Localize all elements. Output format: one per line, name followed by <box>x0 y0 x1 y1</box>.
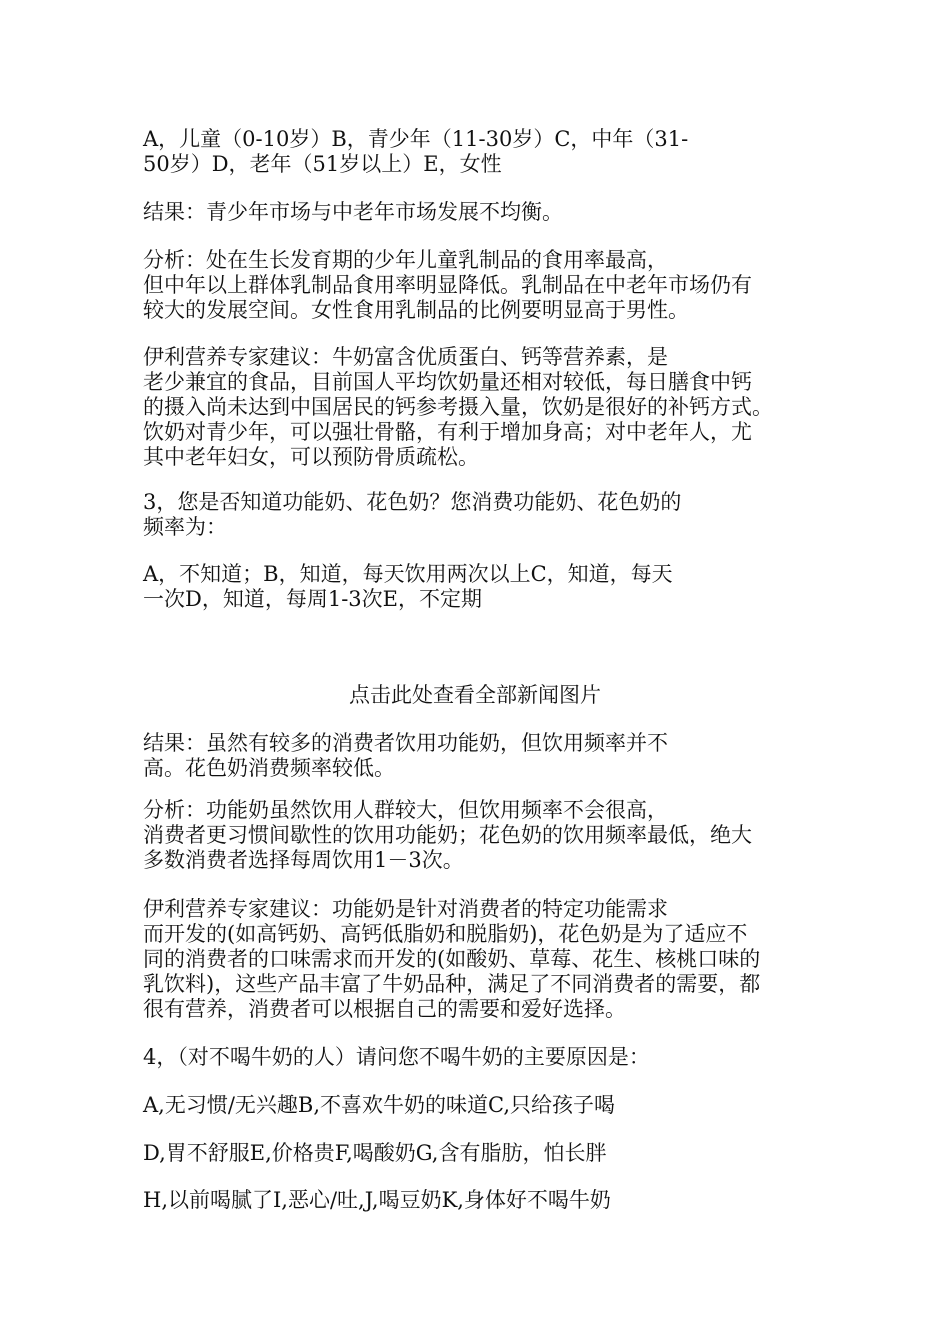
result-paragraph-1: 结果：青少年市场与中老年市场发展不均衡。 <box>143 200 563 224</box>
expert-advice-paragraph-1: 伊利营养专家建议：牛奶富含优质蛋白、钙等营养素，是 老少兼宜的食品，目前国人平均饮奶量还相对较低，每日膳食中钙 的摄入尚未达到中国居民的钙参考摄入量，饮奶是很好的补钙方式。 饮奶对青少年，可以强壮骨骼，有利于增加身高；对中老年人，尤 其中老年妇女，可以预防骨质疏松。 <box>143 345 773 469</box>
question-3-options-paragraph: A，不知道；B，知道，每天饮用两次以上C，知道，每天 一次D，知道，每周1-3次E，不定期 <box>143 562 673 611</box>
analysis-paragraph-2: 分析：功能奶虽然饮用人群较大，但饮用频率不会很高， 消费者更习惯间歇性的饮用功能奶；花色奶的饮用频率最低，绝大 多数消费者选择每周饮用1－3次。 <box>143 798 752 872</box>
question-4-paragraph: 4，（对不喝牛奶的人）请问您不喝牛奶的主要原因是： <box>143 1045 650 1069</box>
expert-advice-paragraph-2: 伊利营养专家建议：功能奶是针对消费者的特定功能需求 而开发的(如高钙奶、高钙低脂奶和脱脂奶)，花色奶是为了适应不 同的消费者的口味需求而开发的(如酸奶、草莓、花生、核桃口味的 乳饮料)，这些产品丰富了牛奶品种，满足了不同消费者的需要，都 很有营养，消费者可以根据自己的需要和爱好选择。 <box>143 897 761 1021</box>
question-4-options-line-1: A,无习惯/无兴趣B,不喜欢牛奶的味道C,只给孩子喝 <box>143 1093 616 1117</box>
view-all-news-images-link[interactable]: 点击此处查看全部新闻图片 <box>349 683 601 707</box>
result-paragraph-2: 结果：虽然有较多的消费者饮用功能奶，但饮用频率并不 高。花色奶消费频率较低。 <box>143 731 668 780</box>
question-3-paragraph: 3，您是否知道功能奶、花色奶？您消费功能奶、花色奶的 频率为： <box>143 490 682 539</box>
question-4-options-line-3: H,以前喝腻了I,恶心/吐,J,喝豆奶K,身体好不喝牛奶 <box>143 1188 611 1212</box>
question-4-options-line-2: D,胃不舒服E,价格贵F,喝酸奶G,含有脂肪，怕长胖 <box>143 1141 607 1165</box>
age-options-paragraph: A，儿童（0-10岁）B，青少年（11-30岁）C，中年（31- 50岁）D，老年（51岁以上）E，女性 <box>143 127 689 176</box>
analysis-paragraph-1: 分析：处在生长发育期的少年儿童乳制品的食用率最高， 但中年以上群体乳制品食用率明显降低。乳制品在中老年市场仍有 较大的发展空间。女性食用乳制品的比例要明显高于男性。 <box>143 248 752 322</box>
